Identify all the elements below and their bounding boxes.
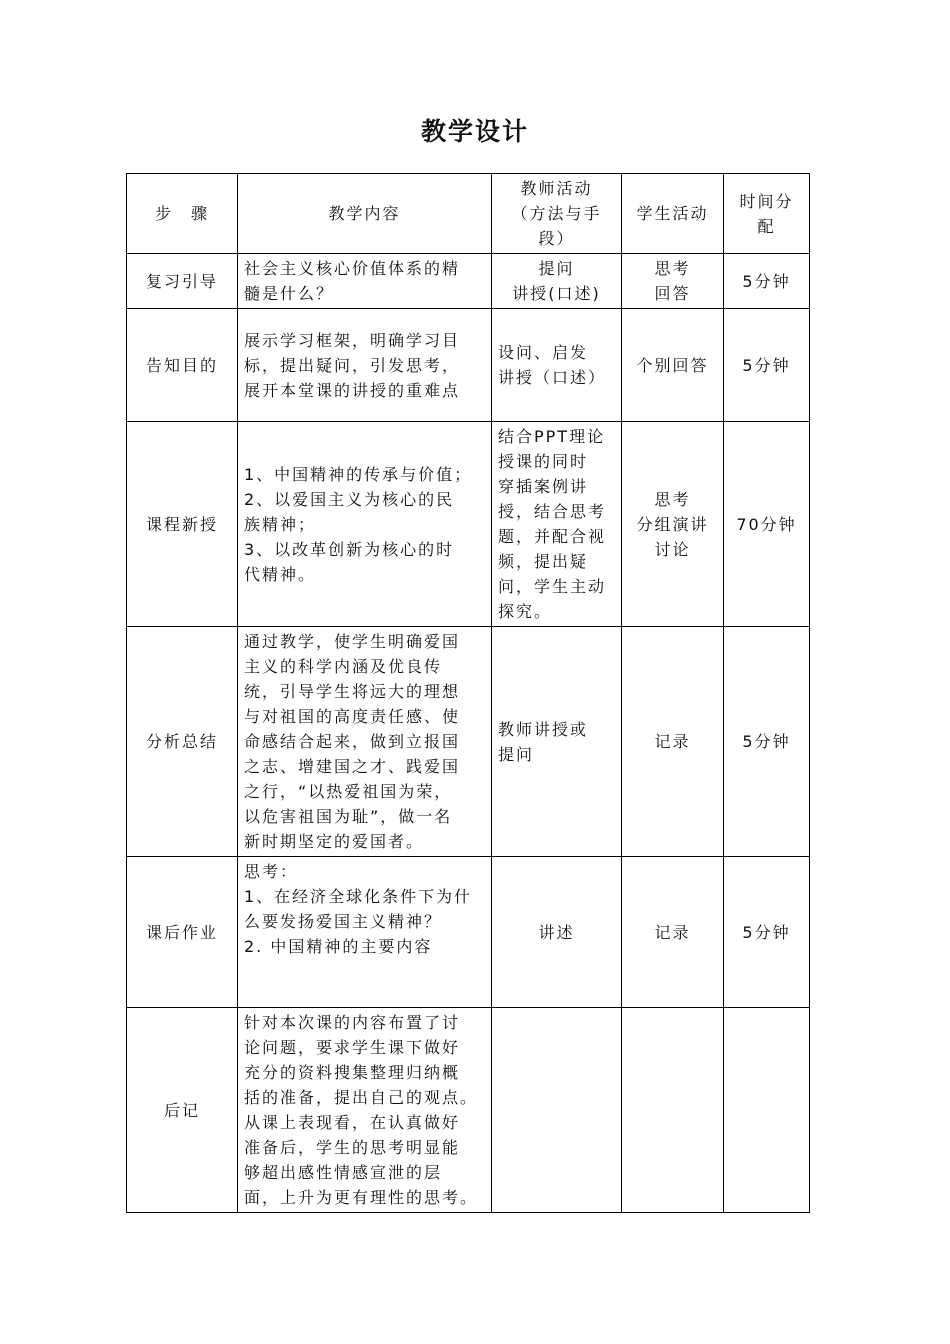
teacher-activity-cell-line: 授课的同时 — [498, 452, 589, 471]
content-cell-line: 么要发扬爱国主义精神？ — [244, 912, 443, 931]
student-activity-cell-line: 分组演讲 — [636, 514, 709, 534]
lesson-plan-table — [126, 173, 810, 1213]
content-cell-line: 论问题，要求学生课下做好 — [244, 1038, 461, 1057]
content-cell-line: 3、以改革创新为核心的时 — [244, 539, 455, 559]
header-teacher-line: （方法与手 — [511, 204, 602, 223]
teacher-activity-cell-line: 设问、启发 — [498, 343, 589, 362]
student-activity-cell — [622, 1008, 724, 1213]
teacher-activity-cell-line: 授，结合思考 — [498, 502, 607, 521]
student-activity-cell-line: 记录 — [654, 922, 691, 942]
content-cell-line: 主义的科学内涵及优良传 — [244, 657, 443, 676]
content-cell — [238, 309, 492, 422]
content-cell-line: 1、中国精神的传承与价值； — [244, 464, 473, 484]
table-header-row — [127, 174, 810, 254]
content-cell-line: 统，引导学生将远大的理想 — [244, 682, 461, 701]
student-activity-cell-line: 讨论 — [654, 539, 691, 559]
content-cell-line: 髓是什么？ — [244, 284, 335, 303]
time-cell: 5分钟 — [724, 309, 810, 422]
step-cell: 课后作业 — [127, 857, 238, 1008]
content-cell-line: 展示学习框架，明确学习目 — [244, 330, 461, 350]
table-row — [127, 627, 810, 857]
content-cell-line: 通过教学，使学生明确爱国 — [244, 632, 461, 651]
teacher-activity-cell — [492, 1008, 622, 1213]
table-row — [127, 309, 810, 422]
student-activity-cell-line: 回答 — [654, 284, 691, 303]
teacher-activity-cell-line: 穿插案例讲 — [498, 477, 589, 496]
teacher-activity-cell-line: 提问 — [538, 259, 575, 278]
content-cell-line: 标，提出疑问，引发思考， — [244, 355, 461, 375]
teacher-activity-cell — [492, 627, 622, 857]
teacher-activity-cell — [492, 309, 622, 422]
content-cell-line: 充分的资料搜集整理归纳概 — [244, 1063, 461, 1082]
teacher-activity-cell-line: 讲授（口述） — [498, 368, 607, 387]
content-cell — [238, 627, 492, 857]
time-cell: 5分钟 — [724, 857, 810, 1008]
content-cell — [238, 422, 492, 627]
page-title: 教学设计 — [420, 117, 529, 146]
content-cell-line: 准备后，学生的思考明显能 — [244, 1138, 461, 1157]
content-cell-line: 面，上升为更有理性的思考。 — [244, 1188, 479, 1207]
content-cell-line: 代精神。 — [244, 564, 317, 584]
student-activity-cell-line: 记录 — [654, 732, 691, 751]
content-cell — [238, 857, 492, 1008]
teacher-activity-cell-line: 提问 — [498, 744, 535, 764]
student-activity-cell — [622, 254, 724, 309]
table-row — [127, 254, 810, 309]
teacher-activity-cell-line: 讲述 — [538, 922, 575, 942]
table-row — [127, 1008, 810, 1213]
step-cell: 分析总结 — [127, 627, 238, 857]
content-cell-line: 之行，“以热爱祖国为荣， — [244, 782, 453, 801]
content-cell-line: 与对祖国的高度责任感、使 — [244, 707, 461, 726]
student-activity-cell — [622, 422, 724, 627]
content-cell-line: 2. 中国精神的主要内容 — [244, 937, 433, 956]
content-cell-line: 之志、增建国之才、践爱国 — [244, 757, 461, 776]
header-time-line: 配 — [757, 216, 776, 236]
teacher-activity-cell-line: 题，并配合视 — [498, 527, 607, 546]
content-cell-line: 社会主义核心价值体系的精 — [244, 259, 461, 278]
header-step: 步 骤 — [127, 174, 238, 254]
header-time-line: 时间分 — [739, 191, 794, 211]
header-student-activity: 学生活动 — [622, 174, 724, 254]
content-cell-line: 够超出感性情感宣泄的层 — [244, 1163, 443, 1182]
table-row — [127, 857, 810, 1008]
step-cell: 后记 — [127, 1008, 238, 1213]
table-row — [127, 422, 810, 627]
content-cell-line: 括的准备，提出自己的观点。 — [244, 1088, 479, 1107]
content-cell-line: 命感结合起来，做到立报国 — [244, 732, 461, 751]
student-activity-cell — [622, 627, 724, 857]
header-teacher-activity — [492, 174, 622, 254]
content-cell-line: 针对本次课的内容布置了讨 — [244, 1013, 461, 1032]
content-cell-line: 新时期坚定的爱国者。 — [244, 832, 425, 851]
header-content: 教学内容 — [238, 174, 492, 254]
teacher-activity-cell — [492, 422, 622, 627]
teacher-activity-cell-line: 问，学生主动 — [498, 577, 607, 596]
student-activity-cell-line: 思考 — [654, 259, 691, 278]
content-cell-line: 以危害祖国为耻”，做一名 — [244, 807, 453, 826]
content-cell-line: 族精神； — [244, 514, 317, 534]
header-time — [724, 174, 810, 254]
content-cell-line: 2、以爱国主义为核心的民 — [244, 489, 455, 509]
student-activity-cell-line: 个别回答 — [636, 355, 709, 375]
content-cell-line: 展开本堂课的讲授的重难点 — [244, 380, 461, 400]
teacher-activity-cell-line: 讲授(口述) — [512, 284, 601, 303]
content-cell — [238, 1008, 492, 1213]
teacher-activity-cell — [492, 857, 622, 1008]
header-teacher-line: 教师活动 — [520, 179, 593, 198]
teacher-activity-cell-line: 结合PPT理论 — [498, 427, 606, 446]
content-cell-line: 思考： — [244, 862, 299, 881]
step-cell: 课程新授 — [127, 422, 238, 627]
student-activity-cell — [622, 309, 724, 422]
teacher-activity-cell — [492, 254, 622, 309]
step-cell: 复习引导 — [127, 254, 238, 309]
time-cell: 5分钟 — [724, 254, 810, 309]
teacher-activity-cell-line: 教师讲授或 — [498, 719, 589, 739]
content-cell-line: 从课上表现看，在认真做好 — [244, 1113, 461, 1132]
step-cell: 告知目的 — [127, 309, 238, 422]
time-cell: 70分钟 — [724, 422, 810, 627]
time-cell: 5分钟 — [724, 627, 810, 857]
student-activity-cell-line: 思考 — [654, 489, 691, 509]
content-cell — [238, 254, 492, 309]
header-teacher-line: 段） — [538, 229, 575, 248]
teacher-activity-cell-line: 频，提出疑 — [498, 552, 589, 571]
time-cell — [724, 1008, 810, 1213]
student-activity-cell — [622, 857, 724, 1008]
teacher-activity-cell-line: 探究。 — [498, 602, 553, 621]
content-cell-line: 1、在经济全球化条件下为什 — [244, 887, 473, 906]
